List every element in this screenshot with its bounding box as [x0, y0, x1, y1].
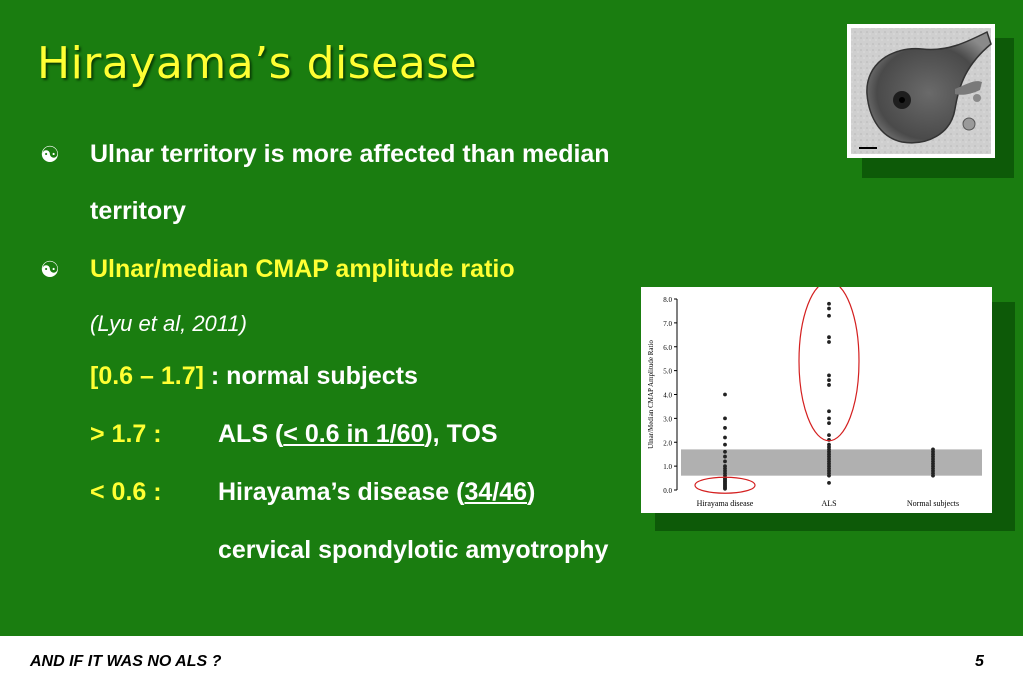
lt-text-2: ): [527, 478, 536, 506]
data-point: [827, 374, 831, 378]
data-point: [723, 393, 727, 397]
normal-range-line: [90, 362, 418, 391]
footer-left-text: AND IF IT WAS NO ALS ?: [30, 653, 222, 670]
bullet1-line1: Ulnar territory is more affected than median: [90, 140, 610, 168]
y-tick-label: 0.0: [663, 487, 672, 495]
data-point: [723, 436, 727, 440]
bullet2-line1: Ulnar/median CMAP amplitude ratio: [90, 255, 515, 283]
y-axis-label: Ulnar/Median CMAP Amplitude Ratio: [647, 340, 655, 449]
data-point: [723, 416, 727, 420]
data-point: [827, 302, 831, 306]
data-point: [931, 474, 935, 478]
bullet1-line2: territory: [90, 197, 186, 225]
data-point: [827, 335, 831, 339]
lt-text-1: Hirayama’s disease (: [218, 478, 465, 506]
y-tick-label: 6.0: [663, 343, 672, 352]
data-point: [827, 481, 831, 485]
normal-text: : normal subjects: [203, 362, 418, 390]
slide-title: Hirayama’s disease: [37, 38, 478, 89]
gt-text-1: ALS (: [218, 420, 284, 448]
x-category-label: Hirayama disease: [696, 499, 754, 508]
gt-label: > 1.7 :: [90, 420, 162, 448]
page-number: 5: [975, 653, 984, 670]
x-category-label: ALS: [821, 499, 837, 508]
gt-text: [218, 420, 498, 449]
x-category-label: Normal subjects: [906, 499, 960, 508]
data-point: [723, 487, 727, 491]
normal-range: [0.6 – 1.7]: [90, 362, 204, 390]
data-point: [827, 340, 831, 344]
y-tick-label: 5.0: [663, 367, 672, 376]
neuron-micrograph-image: [847, 24, 995, 158]
y-tick-label: 2.0: [663, 439, 672, 448]
bullet-symbol-2: ☯: [40, 258, 60, 283]
bullet-symbol-1: ☯: [40, 143, 60, 168]
cmap-ratio-chart-svg: [641, 287, 992, 513]
data-point: [827, 421, 831, 425]
lt-text: [218, 478, 535, 507]
data-point: [827, 307, 831, 311]
citation: (Lyu et al, 2011): [90, 311, 247, 336]
data-point: [723, 426, 727, 430]
data-point: [827, 409, 831, 413]
cmap-ratio-chart: [641, 287, 992, 513]
data-point: [827, 474, 831, 478]
data-point: [827, 416, 831, 420]
gt-text-2: ), TOS: [424, 420, 498, 448]
lt-label: < 0.6 :: [90, 478, 162, 506]
y-tick-label: 4.0: [663, 391, 672, 400]
data-point: [827, 433, 831, 437]
lt-text-3: cervical spondylotic amyotrophy: [218, 536, 609, 564]
y-tick-label: 1.0: [663, 463, 672, 472]
data-point: [723, 459, 727, 463]
lt-text-underlined: 34/46: [464, 478, 528, 506]
neuron-micrograph-svg: [847, 24, 995, 158]
y-tick-label: 8.0: [663, 296, 672, 304]
y-tick-label: 3.0: [663, 415, 672, 424]
data-point: [827, 383, 831, 387]
data-point: [827, 378, 831, 382]
data-point: [723, 450, 727, 454]
y-tick-label: 7.0: [663, 319, 672, 328]
data-point: [827, 314, 831, 318]
data-point: [723, 455, 727, 459]
gt-text-underlined: < 0.6 in 1/60: [283, 420, 425, 448]
data-point: [723, 443, 727, 447]
